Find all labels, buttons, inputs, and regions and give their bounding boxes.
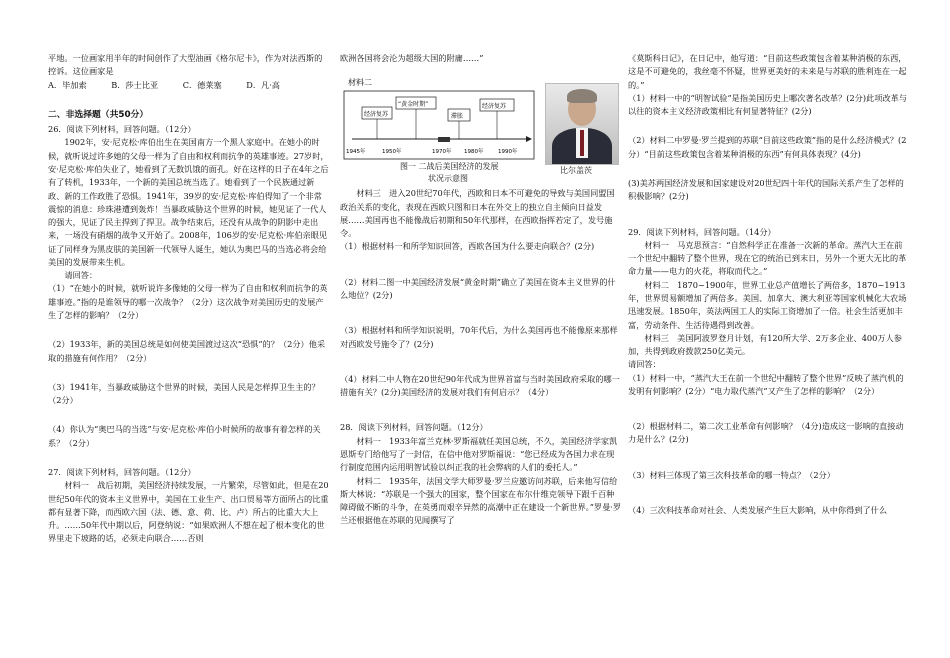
year-1990: 1990年 bbox=[498, 149, 518, 156]
year-1970: 1970年 bbox=[432, 149, 452, 156]
photo-caption: 比尔盖茨 bbox=[560, 166, 592, 176]
figure-caption-line2: 状况示意图 bbox=[428, 174, 468, 184]
q27-part1: （1）根据材料一和所学知识回答，西欧各国为什么要走向联合？(2分) bbox=[340, 241, 595, 252]
timeline-arrow bbox=[526, 136, 532, 142]
q27-material1: 材料一 战后初期，美国经济持续发展，一片繁荣，尽管如此，但是在20世纪50年代的资本主义世界中，美国在工业生产、出口贸易等方面所占的比重都有显著下降，而西欧六国（法、德、意、荷、比、卢）所占的比重大大上升。……50年代中期以后，阿登纳说：“如果欧洲人不想在起了根本变化的世界里走下坡路的话，必须走向联合……否则 bbox=[48, 480, 329, 544]
stage-label-2: “黄金时期” bbox=[398, 101, 429, 109]
year-1950: 1950年 bbox=[382, 149, 402, 156]
q28-part1: （1）材料一中的“明智试验”是指美国历史上哪次著名改革？(2分)此项改革与以往的资本主义经济政策相比有何显著特征？(2分) bbox=[628, 92, 907, 117]
year-1945: 1945年 bbox=[346, 149, 366, 156]
q26-part2: （2）1933年，新的美国总统是如何使美国渡过这次“恐惧”的？（2分）他采取的措施有何作用？（2分） bbox=[48, 339, 326, 363]
q27-heading: 27．阅读下列材料，回答问题。（12分） bbox=[48, 467, 196, 477]
q29-part3: （3）材料三体现了第三次科技革命的哪一特点？（2分） bbox=[628, 469, 835, 480]
q29-material1: 材料一 马克思预言：“自然科学正在准备一次新的革命。蒸汽大王在前一个世纪中翻转了整个世界，现在它的统治已到末日，另外一个更大无比的革命力量——电力的火花，将取而代之。” bbox=[628, 239, 907, 277]
option-b: B．莎士比亚 bbox=[111, 79, 159, 90]
q26-part4: （4）你认为“奥巴马的当选”与安·尼克松·库伯小时候所的故事有着怎样的关系？（2分） bbox=[48, 424, 321, 448]
q29-material2: 材料二 1870~1900年，世界工业总产值增长了两倍多，1870~1913年，世界贸易额增加了两倍多。美国、加拿大、澳大利亚等国家机械化大农场迅速发展。1850年，英法两国工人的实际工资增加了一倍。社会生活更加丰富，劳动条件、生活待遇得到改善。 bbox=[628, 279, 907, 330]
q25-options bbox=[48, 79, 330, 92]
q29-heading: 29．阅读下列材料，回答问题。（14分） bbox=[628, 226, 776, 237]
q27-part4: （4）材料二中人物在20世纪90年代成为世界首富与当时美国政府采取的哪一措施有关？(2分)美国经济的发展对我们有何启示？（4分） bbox=[340, 373, 620, 398]
q28-material2: 材料二 1935年，法国文学大师罗曼·罗兰应邀访问苏联，后来他写信给斯大林说：“苏联是一个强大的国家，整个国家在布尔什维克领导下跟千百种障碍做不断的斗争，在英勇而艰辛异然的高潮中正在建设一个新世界。”罗曼·罗兰还根据他在苏联的见闻撰写了 bbox=[340, 475, 622, 526]
q28-heading: 28．阅读下列材料，回答问题。（12分） bbox=[340, 422, 488, 433]
q27-material3: 材料三 进入20世纪70年代，西欧和日本不可避免的导致与美国同盟国政治关系的变化，表现在西欧只图和日本在外交上的独立自主倾向日益发展……美国再也不能像战后初期和50年代那样，在西欧指挥若定了，发号施令。 bbox=[340, 188, 615, 239]
q28-material1: 材料一 1933年富兰克林·罗斯福就任美国总统，不久，美国经济学家凯恩斯专门给他写了一封信，在信中他对罗斯福说：“您已经成为各国力求在现行制度范围内运用明智试验以纠正我的社会弊病的人们的委托人。” bbox=[340, 435, 618, 473]
q28-part2: （2）材料二中罗曼·罗兰提到的苏联“目前这些政策”指的是什么经济模式？(2分）“目前这些政策包含着某种消极的东西”有何具体表现？(4分) bbox=[628, 135, 907, 159]
column-right bbox=[628, 52, 910, 517]
q29-ask: 请回答： bbox=[628, 359, 661, 370]
figure-label: 材料二 bbox=[348, 78, 372, 88]
option-c: C．德莱塞 bbox=[182, 79, 222, 90]
stagflation-marker bbox=[438, 137, 450, 142]
year-1980: 1980年 bbox=[464, 149, 484, 156]
q26-heading: 26．阅读下列材料，回答问题。（12分） bbox=[48, 124, 196, 135]
option-d: D．凡·高 bbox=[246, 79, 280, 90]
q28-material2-end: 《莫斯科日记》，在日记中，他写道：“目前这些政策包含着某种消极的东西，这是不可避免的，我丝毫不怀疑，世界更美好的未来是与苏联的胜利连在一起的。” bbox=[628, 53, 907, 90]
q27-part2: （2）材料二图一中美国经济发展“黄金时期”确立了美国在资本主义世界的什么地位？(2分) bbox=[340, 276, 616, 300]
column-middle bbox=[340, 52, 622, 528]
q29-material3: 材料三 美国阿波罗登月计划，有120所大学、2万多企业、400万人参加，共得到政府拨款250亿美元。 bbox=[628, 332, 902, 357]
q29-part4: （4）三次科技革命对社会、人类发展产生巨大影响，从中你得到了什么 bbox=[628, 505, 888, 516]
q26-part1: （1）“在她小的时候，就听说许多像她的父母一样为了自由和权利而抗争的英雄事迹。”指的是谁领导的哪一次战争？（2分）这次战争对美国历史的发展产生了怎样的影响？（2分） bbox=[48, 283, 328, 321]
q26-part3: （3）1941年，当暴政威胁这个世界的时候，美国人民是怎样捍卫生主的？（2分） bbox=[48, 381, 320, 406]
figure-caption: 图一 二战后美国经济的发展 bbox=[400, 162, 499, 172]
section-title: 二、非选择题（共50分） bbox=[48, 109, 149, 120]
stage-label-1: 经济复苏 bbox=[364, 111, 389, 119]
q27-material1-end: 欧洲各国将会沦为超级大国的附庸……” bbox=[340, 53, 484, 63]
q27-part3: （3）根据材料和所学知识说明，70年代后，为什么美国再也不能像原来那样对西欧发号施令了？(2分) bbox=[340, 325, 618, 349]
stage-label-4: 经济复苏 bbox=[482, 103, 507, 111]
q26-passage: 1902年，安·尼克松·库伯出生在美国南方一个黑人家庭中。在她小的时候，就听说过许多她的父母一样为了自由和权利而抗争的英雄事迹。27岁时，安·尼克松·库伯失业了，她看到了无数饥饿的面孔。好在这样的日子在4年之后有了转机，1933年，一个新的美国总统当选了。她看到了一个民族通过新政、新的工作政胜了恐惧。1941年，39岁的安·尼克松·库伯得知了一个非常震惊的消息：珍珠港遭到轰炸！当暴政威胁这个世界的时候，她见证了一代人的强大，见证了民主捍到了捍卫。战争结束后，还没有从战争的阴影中走出来，一场没有硝烟的战争又开始了。2008年，106岁的安·尼克松·库伯亲眼见证了同样身为黑皮肤的美国新一代领导人诞生，她认为奥巴马的当选必将会给美国的发展带来生机。 bbox=[48, 137, 329, 267]
q26-ask: 请回答： bbox=[64, 270, 98, 281]
q29-part2: （2）根据材料二，第二次工业革命有何影响？（4分)造成这一影响的直接动力是什么？(2分) bbox=[628, 421, 904, 445]
bill-gates-photo bbox=[545, 83, 619, 165]
q28-part3: (3)美苏两国经济发展和国家建设对20世纪四十年代的国际关系产生了怎样的积极影响？(2分) bbox=[628, 177, 904, 202]
option-a: A．毕加索 bbox=[48, 79, 87, 90]
q29-part1: （1）材料一中，“蒸汽大王在前一个世纪中翻转了整个世界”反映了蒸汽机的发明有何影响？(2分）“电力取代蒸汽”又产生了怎样的影响？（2分） bbox=[628, 372, 904, 396]
stage-label-3: 滞胀 bbox=[451, 113, 464, 121]
q25-stem-continued: 平地。一位画家用半年的时间创作了大型油画《格尔尼卡》，作为对法西斯的控诉。这位画家是 bbox=[48, 53, 323, 77]
column-left bbox=[48, 52, 330, 546]
figure-block bbox=[340, 73, 622, 185]
